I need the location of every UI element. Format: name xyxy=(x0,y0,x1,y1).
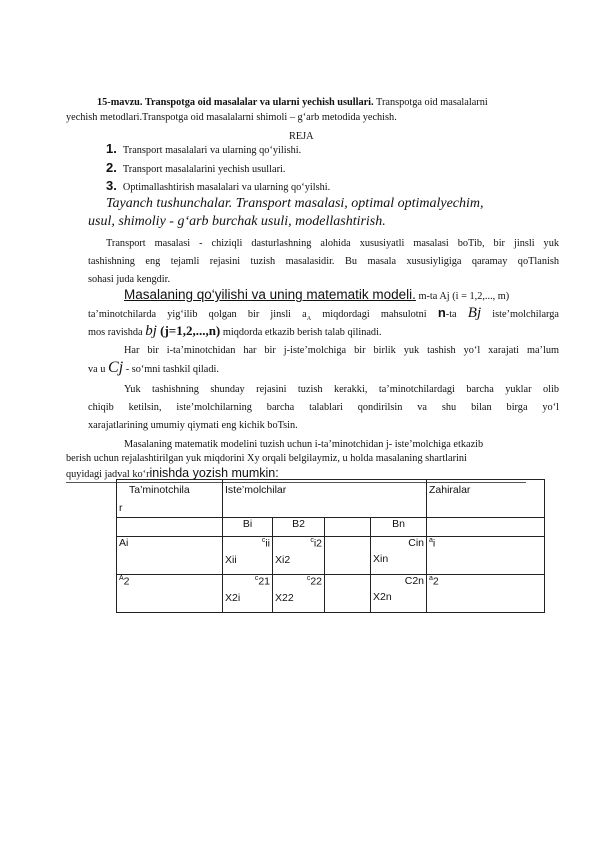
table-header-row xyxy=(117,480,545,518)
table-consumer-row xyxy=(117,518,545,537)
para3-line1: Har bir i-ta’minotchidan har bir j-iste’molchiga bir birlik yuk tashish yo‘l xarajati ma’lum xyxy=(124,345,559,356)
plan-item-1: 1. Transport masalalari va ularning qo‘yilishi. xyxy=(106,141,302,156)
keywords-line1: Tayanch tushunchalar. Transport masalasi, optimal optimalyechim, xyxy=(106,196,484,211)
table-row xyxy=(117,537,545,575)
reserve-a2: $^a$2 xyxy=(427,575,545,613)
header-suppliers: Ta’minotchila r xyxy=(117,480,223,518)
keywords-line2: usul, shimoliy - g‘arb burchak usuli, modellashtirish. xyxy=(88,214,386,229)
consumer-b1: Bi xyxy=(223,518,273,537)
para4-line1: Yuk tashishning shunday rejasini tuzish kerakki, ta’minotchilardagi barcha yuklar olib xyxy=(124,384,559,395)
cell-1n: Cin Xin xyxy=(371,537,427,575)
para2-line3: mos ravishda bj (j=1,2,...,n) miqdorda etkazib berish talab qilinadi. xyxy=(88,323,382,339)
cell-11: $^c$ii Xii xyxy=(223,537,273,575)
transport-table xyxy=(116,479,545,613)
para1-line2: tashishning eng tejamli rejasini tuzish masalasidir. Bu masala xususiyligiga qaramay qoTlanish xyxy=(88,256,559,267)
topic-title-bold: 15-mavzu. Transpotga oid masalalar va ularni yechish usullari. xyxy=(97,97,374,108)
para5-line2: berish uchun rejalashtirilgan yuk miqdorini Xy orqali belgilaymiz, u holda masalaning shartlarini xyxy=(66,453,467,464)
header-consumers: Iste’molchilar xyxy=(223,480,427,518)
para1-line1: Transport masalasi - chiziqli dasturlashning alohida xususiyatli masalasi boTib, bir jinsli yuk xyxy=(106,238,559,249)
model-heading: Masalaning qo‘yilishi va uning matematik modeli. xyxy=(124,287,416,302)
plan-item-2: 2. Transport masalalarini yechish usullari. xyxy=(106,160,286,175)
para2-line1: Masalaning qo‘yilishi va uning matematik modeli. m-ta Aj (i = 1,2,..., m) xyxy=(124,287,510,302)
para4-line3: xarajatlarining umumiy qiymati eng kichik boTsin. xyxy=(88,420,298,431)
para1-line3: sohasi juda kengdir. xyxy=(88,274,171,285)
consumer-bn: Bn xyxy=(371,518,427,537)
plan-heading: REJA xyxy=(289,131,314,142)
cell-22: $^c$22 X22 xyxy=(273,575,325,613)
cell-21: $^c$21 X2i xyxy=(223,575,273,613)
para4-line2: chiqib ketilsin, iste’molchilarning barcha talablari qondirilsin va shu bilan birga yo‘l xyxy=(88,402,559,413)
para2-line2: ta’minotchilarda yig‘ilib qolgan bir jinsli $a_A$ miqdordagi mahsulotni n-ta Bj iste’molchilarga xyxy=(88,305,559,323)
consumer-b2: B2 xyxy=(273,518,325,537)
header-reserves: Zahiralar xyxy=(427,480,545,518)
para5-line3: quyidagi jadval ko‘rinishda yozish mumkin: xyxy=(66,466,526,483)
supplier-a2: $^A$2 xyxy=(117,575,223,613)
cell-12: $^c$i2 Xi2 xyxy=(273,537,325,575)
reserve-a1: $^a$i xyxy=(427,537,545,575)
topic-title-line2: yechish metodlari.Transpotga oid masalalarni shimoli – g‘arb metodida yechish. xyxy=(66,112,397,123)
table-row xyxy=(117,575,545,613)
plan-item-3: 3. Optimallashtirish masalalari va ularning qo‘yilshi. xyxy=(106,178,331,193)
cell-2n: C2n X2n xyxy=(371,575,427,613)
para3-line2: va u Cj - so‘mni tashkil qiladi. xyxy=(88,359,219,376)
supplier-a1: Ai xyxy=(117,537,223,575)
topic-title: 15-mavzu. Transpotga oid masalalar va ularni yechish usullari. Transpotga oid masalalarni xyxy=(97,97,488,108)
para5-line1: Masalaning matematik modelini tuzish uchun i-ta’minotchidan j- iste’molchiga etkazib xyxy=(124,439,484,450)
